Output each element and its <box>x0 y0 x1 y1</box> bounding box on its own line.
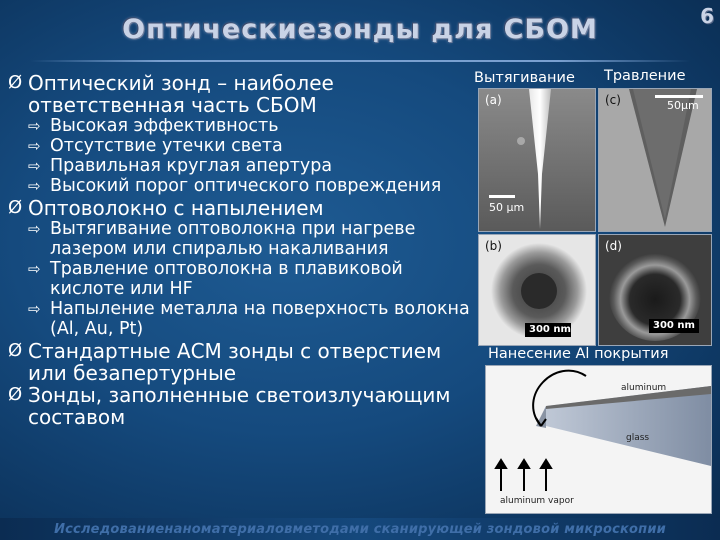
bullet-afm-probes: Ø Стандартные АСМ зонды с отверстием или безапертурные <box>8 339 442 385</box>
bullet-list <box>8 72 478 428</box>
subbullet-metal-coating: ⇨ Напыление металла на поверхность волокна (Al, Au, Pt) <box>28 299 470 339</box>
panel-label-c: (c) <box>605 93 621 107</box>
scale-text-c: 50μm <box>667 99 699 112</box>
sem-image-a <box>478 88 596 232</box>
scale-bar-a <box>489 195 515 198</box>
sem-image-b <box>478 234 596 346</box>
coating-diagram <box>485 365 712 514</box>
panel-label-d: (d) <box>605 239 622 253</box>
header-pulling: Вытягивание <box>474 70 575 86</box>
arrow-bullet-icon: Ø <box>8 340 23 361</box>
arrow-right-icon: ⇨ <box>28 300 41 318</box>
header-etching: Травление <box>604 68 686 84</box>
subbullet-no-leak: ⇨ Отсутствие утечки света <box>28 136 283 156</box>
label-aluminum: aluminum <box>621 383 667 393</box>
coating-caption: Нанесение Al покрытия <box>488 346 669 362</box>
arrow-right-icon: ⇨ <box>28 157 41 175</box>
scale-bar-c <box>655 95 703 98</box>
scale-text-b: 300 nm <box>529 324 571 335</box>
slide-number: 6 <box>700 4 714 28</box>
arrow-bullet-icon: Ø <box>8 384 23 405</box>
arrow-right-icon: ⇨ <box>28 117 41 135</box>
bullet-optical-probe: Ø Оптический зонд – наиболее ответственная часть СБОМ <box>8 71 334 117</box>
panel-label-a: (a) <box>485 93 502 107</box>
panel-label-b: (b) <box>485 239 502 253</box>
coating-schematic <box>486 366 711 513</box>
subbullet-pulling: ⇨ Вытягивание оптоволокна при нагреве лазером или спиралью накаливания <box>28 219 416 259</box>
arrow-bullet-icon: Ø <box>8 197 23 218</box>
sem-image-c <box>598 88 712 232</box>
arrow-right-icon: ⇨ <box>28 137 41 155</box>
sem-image-d <box>598 234 712 346</box>
bullet-emitting-probes: Ø Зонды, заполненные светоизлучающим составом <box>8 383 451 429</box>
bullet-coated-fiber: Ø Оптоволокно с напылением <box>8 196 324 220</box>
slide-title: Оптическиезонды для СБОМ <box>122 14 598 45</box>
subbullet-aperture: ⇨ Правильная круглая апертура <box>28 156 333 176</box>
label-aluminum-vapor: aluminum vapor <box>500 496 574 506</box>
arrow-right-icon: ⇨ <box>28 220 41 238</box>
arrow-bullet-icon: Ø <box>8 72 23 93</box>
scale-text-d: 300 nm <box>653 320 695 331</box>
title-divider <box>30 60 690 62</box>
footer-text: Исследованиенаноматериаловметодами сканирующей зондовой микроскопии <box>54 522 666 537</box>
arrow-right-icon: ⇨ <box>28 177 41 195</box>
scale-text-a: 50 μm <box>489 201 525 214</box>
subbullet-etching: ⇨ Травление оптоволокна в плавиковой кислоте или HF <box>28 259 403 299</box>
arrow-right-icon: ⇨ <box>28 260 41 278</box>
subbullet-efficiency: ⇨ Высокая эффективность <box>28 116 279 136</box>
subbullet-damage-threshold: ⇨ Высокий порог оптического повреждения <box>28 176 442 196</box>
footer-bar <box>0 518 720 540</box>
label-glass: glass <box>626 433 650 443</box>
